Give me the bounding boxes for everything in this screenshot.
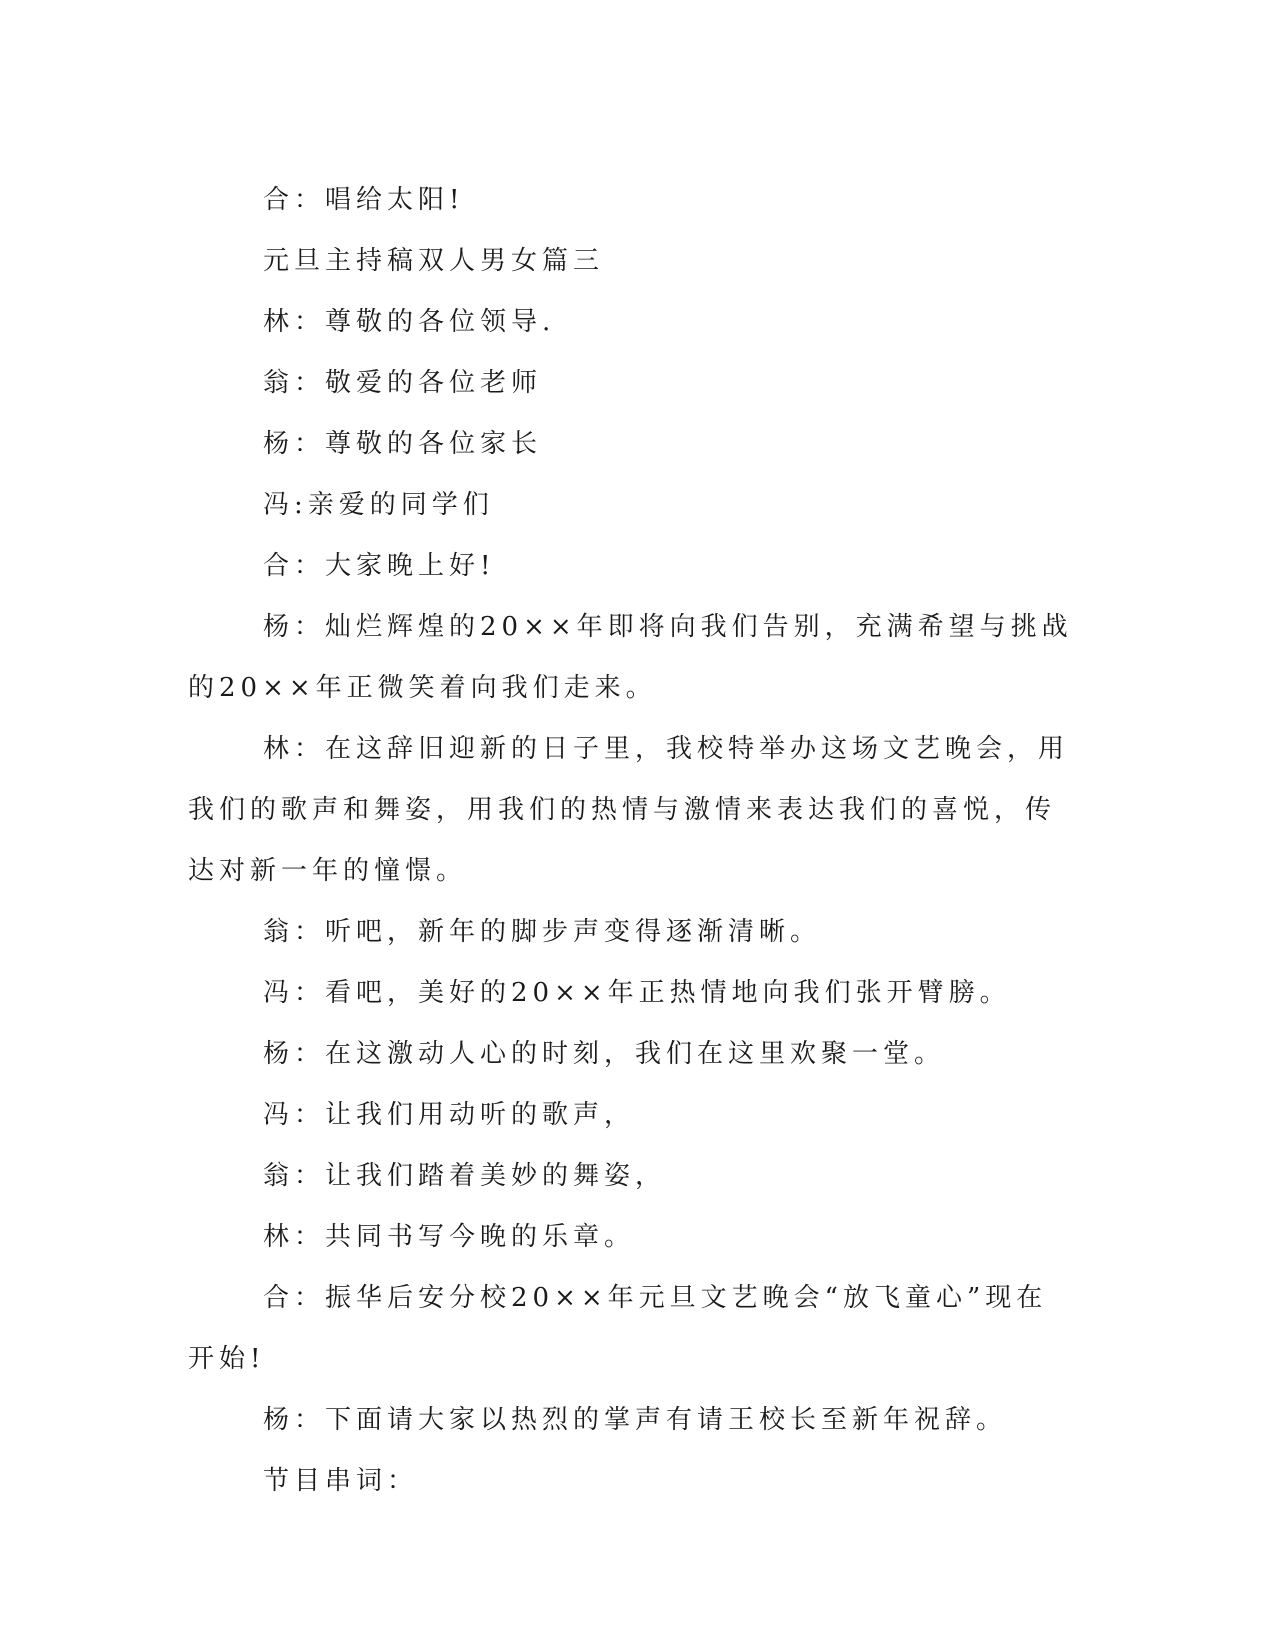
paragraph: 冯：看吧，美好的20××年正热情地向我们张开臂膀。 [263,978,1011,1008]
paragraph: 冯:亲爱的同学们 [263,490,494,520]
paragraph: 杨：灿烂辉煌的20××年即将向我们告别，充满希望与挑战的20××年正微笑着向我们走来。 [188,612,1073,703]
paragraph: 冯：让我们用动听的歌声， [263,1100,636,1130]
paragraph: 翁：听吧，新年的脚步声变得逐渐清晰。 [263,917,822,947]
paragraph: 林：共同书写今晚的乐章。 [263,1222,636,1252]
paragraph: 杨：下面请大家以热烈的掌声有请王校长至新年祝辞。 [263,1405,1008,1435]
paragraph: 林：尊敬的各位领导. [263,307,556,337]
paragraph: 杨：尊敬的各位家长 [263,429,543,459]
paragraph: 合：大家晚上好! [263,551,496,581]
section-heading: 元旦主持稿双人男女篇三 [263,246,605,276]
paragraph: 翁：让我们踏着美妙的舞姿， [263,1161,667,1191]
paragraph: 翁：敬爱的各位老师 [263,368,543,398]
paragraph: 节目串词： [263,1466,419,1496]
paragraph: 合：振华后安分校20××年元旦文艺晚会“放飞童心”现在开始! [188,1283,1048,1374]
paragraph: 合：唱给太阳! [263,185,465,215]
paragraph: 杨：在这激动人心的时刻，我们在这里欢聚一堂。 [263,1039,946,1069]
document-body [188,170,1078,1512]
paragraph: 林：在这辞旧迎新的日子里，我校特举办这场文艺晚会，用我们的歌声和舞姿，用我们的热情与激情来表达我们的喜悦，传达对新一年的憧憬。 [188,734,1070,886]
